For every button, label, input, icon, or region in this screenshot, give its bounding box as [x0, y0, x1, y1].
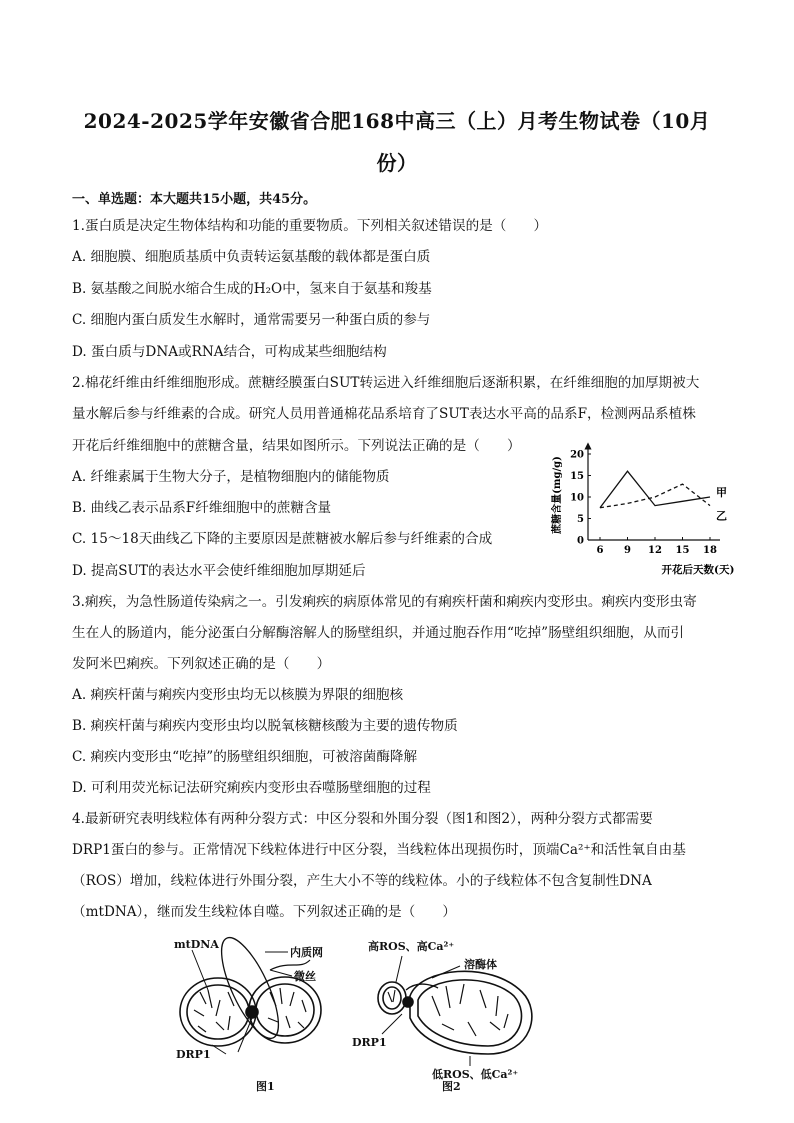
- q1-option-d: D. 蛋白质与DNA或RNA结合，可构成某些细胞结构: [72, 344, 387, 360]
- q4-stem-3: （ROS）增加，线粒体进行外围分裂，产生大小不等的线粒体。小的子线粒体不包含复制性DNA: [72, 873, 652, 889]
- q3-stem-2: 生在人的肠道内，能分泌蛋白分解酶溶解人的肠壁组织，并通过胞吞作用“吃掉”肠壁组织细胞，从而引: [72, 625, 685, 641]
- label-high-ros: 高ROS、高Ca²⁺: [368, 940, 455, 953]
- q1-option-b: B. 氨基酸之间脱水缩合生成的H₂O中，氢来自于氨基和羧基: [72, 281, 432, 297]
- large-mito-outer: [410, 971, 532, 1054]
- q4-stem-4: （mtDNA），继而发生线粒体自噬。下列叙述正确的是（ ）: [72, 904, 457, 920]
- q2-stem-2: 量水解后参与纤维素的合成。研究人员用普通棉花品系培育了SUT表达水平高的品系F，检测两品系植株: [72, 406, 696, 422]
- label-lysosome: 溶酶体: [464, 958, 497, 971]
- chart-x-tick-label: 18: [703, 545, 717, 556]
- chart-y-tick-label: 5: [577, 514, 584, 525]
- small-mito-inner: [383, 987, 401, 1009]
- chart-x-tick-label: 12: [648, 545, 662, 556]
- q1-stem: 1.蛋白质是决定生物体结构和功能的重要物质。下列相关叙述错误的是（ ）: [72, 218, 548, 234]
- chart-marks: [600, 471, 727, 522]
- figure2-diagram: [378, 956, 532, 1066]
- q2-option-c: C. 15～18天曲线乙下降的主要原因是蔗糖被水解后参与纤维素的合成: [72, 531, 493, 547]
- q3-option-d: D. 可利用荧光标记法研究痢疾内变形虫吞噬肠壁细胞的过程: [72, 780, 431, 796]
- chart-y-tick-label: 10: [570, 492, 584, 504]
- cristae-right: [268, 988, 306, 1028]
- series-line-yi: [600, 484, 710, 508]
- chart-x-tick-label: 6: [596, 545, 604, 556]
- q2-option-d: D. 提高SUT的表达水平会使纤维细胞加厚期延后: [72, 563, 366, 579]
- mitochondria-fission-figures: [170, 930, 550, 1095]
- label-mtdna: mtDNA: [174, 938, 219, 951]
- chart-y-tick-label: 20: [570, 449, 584, 461]
- chart-axes: [570, 446, 720, 556]
- lysosome-arc: [406, 984, 438, 990]
- microfilament-line: [270, 960, 310, 970]
- figure2-caption: 图2: [442, 1080, 461, 1093]
- q3-stem-3: 发阿米巴痢疾。下列叙述正确的是（ ）: [72, 656, 331, 672]
- q4-stem-1: 4.最新研究表明线粒体有两种分裂方式：中区分裂和外围分裂（图1和图2），两种分裂方式都需要: [72, 811, 653, 827]
- q2-stem-1: 2.棉花纤维由纤维细胞形成。蔗糖经膜蛋白SUT转运进入纤维细胞后逐渐积累，在纤维细胞的加厚期被大: [72, 375, 700, 391]
- label-low-ros: 低ROS、低Ca²⁺: [432, 1068, 519, 1081]
- drp1-ring-1: [246, 1006, 258, 1018]
- q1-option-c: C. 细胞内蛋白质发生水解时，通常需要另一种蛋白质的参与: [72, 312, 431, 328]
- q3-option-b: B. 痢疾杆菌与痢疾内变形虫均以脱氧核糖核酸为主要的遗传物质: [72, 718, 458, 734]
- q3-stem-1: 3.痢疾，为急性肠道传染病之一。引发痢疾的病原体常见的有痢疾杆菌和痢疾内变形虫。痢疾内变形虫寄: [72, 594, 697, 610]
- q2-option-a: A. 纤维素属于生物大分子，是植物细胞内的储能物质: [72, 469, 390, 485]
- paper-title: [70, 100, 724, 184]
- chart-x-tick-label: 15: [675, 545, 690, 556]
- q2-stem-3: 开花后纤维细胞中的蔗糖含量，结果如图所示。下列说法正确的是（ ）: [72, 438, 521, 454]
- q3-option-c: C. 痢疾内变形虫“吃掉”的肠壁组织细胞，可被溶菌酶降解: [72, 749, 418, 765]
- q2-option-b: B. 曲线乙表示品系F纤维细胞中的蔗糖含量: [72, 500, 332, 516]
- series-label-jia: 甲: [716, 486, 727, 499]
- label-microfilament: 微丝: [294, 970, 316, 983]
- chart-x-tick-label: 9: [624, 545, 631, 556]
- mito-right-outer: [249, 977, 321, 1043]
- label-drp1-fig2: DRP1: [352, 1036, 387, 1049]
- drp1-ring-2: [403, 997, 413, 1007]
- figure2-leader-lines: [382, 956, 470, 1066]
- small-mito-cristae: [388, 990, 395, 1002]
- figure1-caption: 图1: [256, 1080, 275, 1093]
- large-mito-cristae: [432, 984, 508, 1036]
- q1-option-a: A. 细胞膜、细胞质基质中负责转运氨基酸的载体都是蛋白质: [72, 249, 431, 265]
- chart-y-axis-label: 蔗糖含量(mg/g): [552, 456, 563, 534]
- series-line-jia: [600, 471, 710, 508]
- label-drp1-fig1: DRP1: [176, 1048, 211, 1061]
- q3-option-a: A. 痢疾杆菌与痢疾内变形虫均无以核膜为界限的细胞核: [72, 687, 404, 703]
- series-label-yi: 乙: [716, 509, 727, 523]
- large-mito-inner: [418, 980, 522, 1046]
- cristae-left: [194, 990, 234, 1032]
- title-line-2: 份）: [376, 151, 418, 175]
- q4-stem-2: DRP1蛋白的参与。正常情况下线粒体进行中区分裂，当线粒体出现损伤时，顶端Ca²⁺和活性氧自由基: [72, 842, 686, 858]
- chart-x-axis-label: 开花后天数(天): [661, 564, 735, 576]
- label-er: 内质网: [290, 946, 323, 959]
- sucrose-line-chart: [548, 440, 748, 580]
- chart-y-tick-label: 15: [570, 471, 584, 482]
- chart-y-tick-label: 0: [577, 535, 584, 547]
- title-line-1: 2024-2025学年安徽省合肥168中高三（上）月考生物试卷（10月: [83, 109, 711, 133]
- section-header: 一、单选题：本大题共15小题，共45分。: [72, 192, 317, 207]
